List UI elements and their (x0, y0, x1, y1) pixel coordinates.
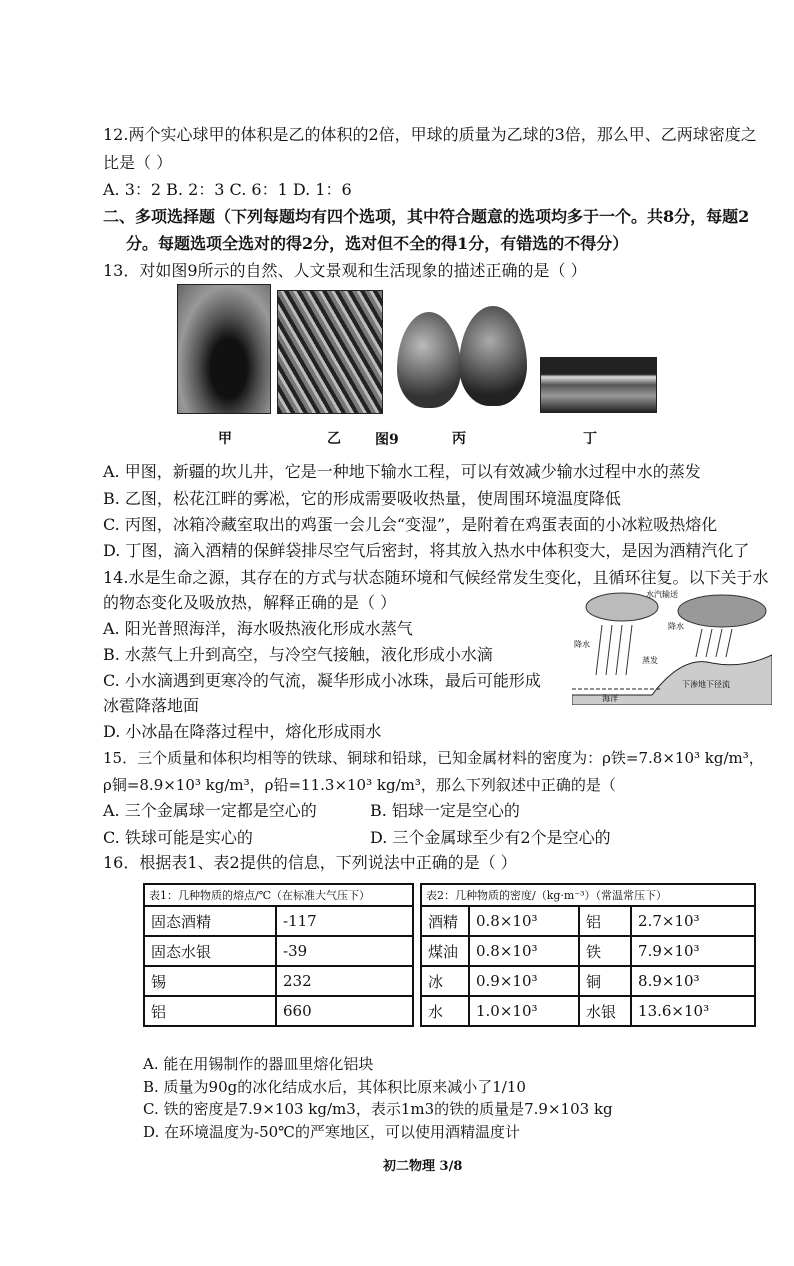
table2-densities (420, 883, 756, 1027)
q13-option-b: B. 乙图，松花江畔的雾凇，它的形成需要吸收热量，使周围环境温度降低 (103, 489, 621, 508)
q14-line1: 14.水是生命之源，其存在的方式与状态随环境和气候经常发生变化，且循环往复。以下关于水 (103, 568, 769, 587)
table1-cell: -117 (276, 906, 413, 936)
section2-heading-line2: 分。每题选项全选对的得2分，选对但不全的得1分，有错选的不得分） (126, 234, 629, 253)
q15-option-a: A. 三个金属球一定都是空心的 (103, 801, 317, 820)
photo-rime (277, 290, 383, 414)
table2-cell: 1.0×10³ (469, 996, 579, 1026)
q13-option-c: C. 丙图，冰箱冷藏室取出的鸡蛋一会儿会“变湿”，是附着在鸡蛋表面的小冰粒吸热熔化 (103, 515, 718, 534)
q14-option-c-line1: C. 小水滴遇到更寒冷的气流，凝华形成小冰珠，最后可能形成 (103, 671, 541, 690)
table1-cell: 232 (276, 966, 413, 996)
caption-ding: 丁 (583, 431, 597, 447)
table2-cell: 13.6×10³ (631, 996, 755, 1026)
table2-cell: 煤油 (421, 936, 469, 966)
table2-cell: 铁 (579, 936, 631, 966)
q15-line1: 15．三个质量和体积均相等的铁球、铜球和铅球，已知金属材料的密度为：ρ铁=7.8×10³ kg/m³， (103, 749, 764, 767)
q13-option-a: A. 甲图，新疆的坎儿井，它是一种地下输水工程，可以有效减少输水过程中水的蒸发 (103, 462, 701, 481)
table1-cell: 固态酒精 (144, 906, 276, 936)
diagram-label-precip-right: 降水 (668, 622, 684, 631)
q14-option-a: A. 阳光普照海洋，海水吸热液化形成水蒸气 (103, 619, 413, 638)
q15-line2: ρ铜=8.9×10³ kg/m³，ρ铅=11.3×10³ kg/m³，那么下列叙述中正确的是（ (103, 776, 616, 794)
diagram-label-runoff: 下渗地下径流 (682, 680, 730, 689)
q15-option-c: C. 铁球可能是实心的 (103, 828, 253, 847)
table2-cell: 水 (421, 996, 469, 1026)
caption-jia: 甲 (218, 431, 232, 447)
table1-melting-points (143, 883, 414, 1027)
q14-option-b: B. 水蒸气上升到高空，与冷空气接触，液化形成小水滴 (103, 645, 493, 664)
caption-bing: 丙 (452, 431, 466, 447)
table2-cell: 铝 (579, 906, 631, 936)
table2-cell: 0.8×10³ (469, 906, 579, 936)
diagram-label-precip-left: 降水 (574, 640, 590, 649)
q13-option-d: D. 丁图，滴入酒精的保鲜袋排尽空气后密封，将其放入热水中体积变大，是因为酒精汽化了 (103, 541, 750, 560)
table2-cell: 冰 (421, 966, 469, 996)
q14-option-c-line2: 冰雹降落地面 (103, 696, 200, 715)
photo-eggs (393, 302, 533, 410)
table2-cell: 铜 (579, 966, 631, 996)
table2-cell: 8.9×10³ (631, 966, 755, 996)
q12-line1: 12.两个实心球甲的体积是乙的体积的2倍，甲球的质量为乙球的3倍，那么甲、乙两球密度之 (103, 125, 757, 144)
q16-option-a: A. 能在用锡制作的器皿里熔化铝块 (143, 1055, 374, 1073)
diagram-label-vapor-transport: 水汽输送 (646, 590, 678, 599)
table1-cell: 铝 (144, 996, 276, 1026)
q12-line2: 比是（ ） (103, 153, 173, 172)
q16-stem: 16．根据表1、表2提供的信息，下列说法中正确的是（ ） (103, 853, 517, 872)
q14-line2: 的物态变化及吸放热，解释正确的是（ ） (103, 593, 397, 612)
q15-option-b: B. 铝球一定是空心的 (370, 801, 520, 820)
table2-cell: 酒精 (421, 906, 469, 936)
water-cycle-diagram (572, 585, 772, 705)
table1-cell: 固态水银 (144, 936, 276, 966)
caption-figure9: 图9 (375, 432, 399, 448)
table1-cell: -39 (276, 936, 413, 966)
diagram-label-evaporation: 蒸发 (642, 656, 658, 665)
table1-cell: 锡 (144, 966, 276, 996)
photo-karez (177, 284, 271, 414)
table2-cell: 0.9×10³ (469, 966, 579, 996)
q16-option-c: C. 铁的密度是7.9×103 kg/m3，表示1m3的铁的质量是7.9×103 kg (143, 1100, 613, 1118)
table2-cell: 0.8×10³ (469, 936, 579, 966)
q16-option-b: B. 质量为90g的冰化结成水后，其体积比原来减小了1/10 (143, 1078, 526, 1096)
caption-yi: 乙 (327, 431, 341, 447)
table1-cell: 660 (276, 996, 413, 1026)
table1-title: 表1：几种物质的熔点/℃（在标准大气压下） (144, 884, 413, 906)
q12-options: A. 3：2 B. 2：3 C. 6：1 D. 1：6 (103, 180, 352, 199)
section2-heading-line1: 二、多项选择题（下列每题均有四个选项，其中符合题意的选项均多于一个。共8分，每题2 (103, 207, 750, 226)
q13-stem: 13．对如图9所示的自然、人文景观和生活现象的描述正确的是（ ） (103, 261, 587, 280)
q16-option-d: D. 在环境温度为-50℃的严寒地区，可以使用酒精温度计 (143, 1123, 520, 1141)
table2-cell: 水银 (579, 996, 631, 1026)
table2-cell: 7.9×10³ (631, 936, 755, 966)
photo-bag (540, 357, 657, 413)
table2-cell: 2.7×10³ (631, 906, 755, 936)
page-footer: 初二物理 3/8 (383, 1159, 463, 1174)
table2-title: 表2：几种物质的密度/（kg·m⁻³）（常温常压下） (421, 884, 755, 906)
q15-option-d: D. 三个金属球至少有2个是空心的 (370, 828, 611, 847)
diagram-label-ocean: 海洋 (602, 694, 618, 703)
q14-option-d: D. 小冰晶在降落过程中，熔化形成雨水 (103, 722, 382, 741)
